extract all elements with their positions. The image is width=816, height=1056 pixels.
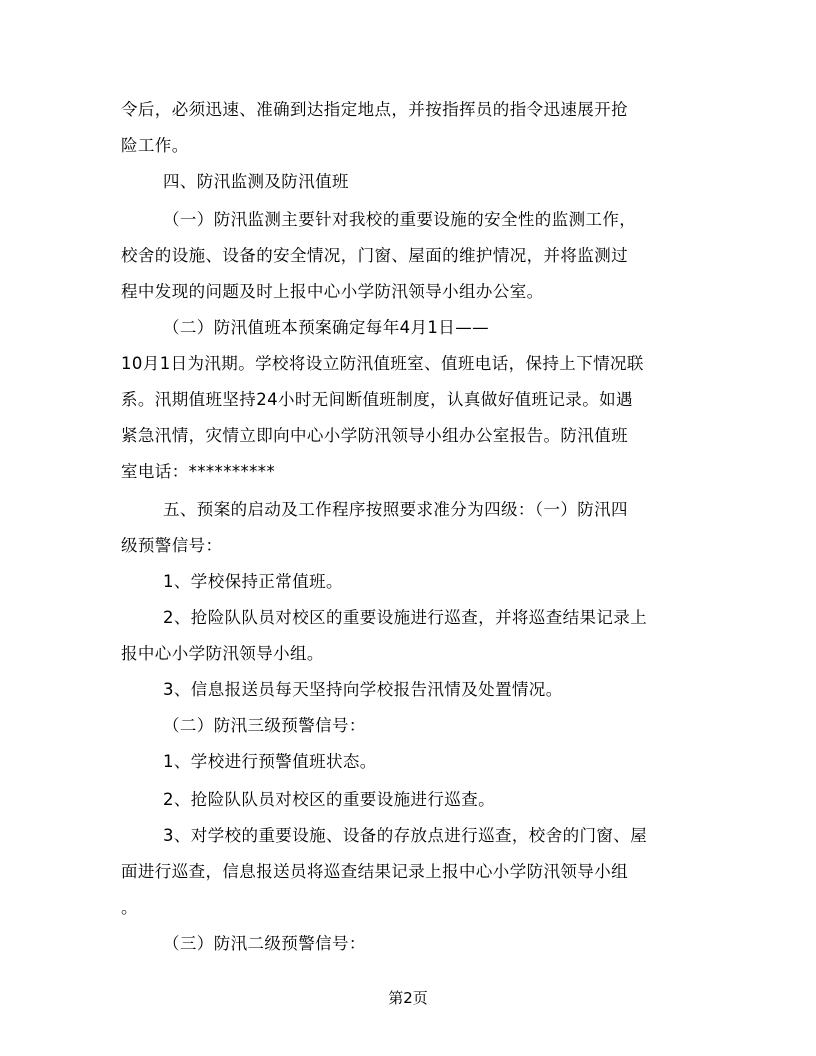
list-item: 3、对学校的重要设施、设备的存放点进行巡查，校舍的门窗、屋: [163, 826, 648, 845]
list-item: 3、信息报送员每天坚持向学校报告汛情及处置情况。: [163, 680, 563, 699]
text-line: 险工作。: [121, 136, 189, 155]
page-number: 第2页: [388, 989, 428, 1007]
text-line: （二）防汛值班本预案确定每年4月1日——: [163, 318, 489, 337]
section-heading: 四、防汛监测及防汛值班: [163, 172, 349, 191]
section-heading: 五、预案的启动及工作程序按照要求准分为四级：（一）防汛四: [163, 500, 628, 519]
sub-heading: （三）防汛二级预警信号：: [163, 934, 366, 953]
text-line: 令后，必须迅速、准确到达指定地点，并按指挥员的指令迅速展开抢: [121, 100, 628, 119]
text-line: 10月1日为汛期。学校将设立防汛值班室、值班电话，保持上下情况联: [121, 354, 644, 373]
sub-heading: （二）防汛三级预警信号：: [163, 716, 366, 735]
text-line: 级预警信号：: [121, 536, 223, 555]
text-line: 系。汛期值班坚持24小时无间断值班制度，认真做好值班记录。如遇: [121, 390, 633, 409]
text-line: 面进行巡查，信息报送员将巡查结果记录上报中心小学防汛领导小组: [121, 862, 628, 881]
text-line: （一）防汛监测主要针对我校的重要设施的安全性的监测工作，: [163, 210, 637, 229]
text-line: 。: [121, 898, 138, 917]
text-line: 报中心小学防汛领导小组。: [121, 644, 324, 663]
list-item: 1、学校保持正常值班。: [163, 572, 343, 591]
text-line: 校舍的设施、设备的安全情况，门窗、屋面的维护情况，并将监测过: [121, 246, 628, 265]
phone-line: 室电话：**********: [121, 462, 276, 481]
list-item: 2、抢险队队员对校区的重要设施进行巡查。: [163, 790, 495, 809]
text-line: 程中发现的问题及时上报中心小学防汛领导小组办公室。: [121, 282, 544, 301]
list-item: 2、抢险队队员对校区的重要设施进行巡查，并将巡查结果记录上: [163, 608, 648, 627]
text-line: 紧急汛情，灾情立即向中心小学防汛领导小组办公室报告。防汛值班: [121, 426, 628, 445]
list-item: 1、学校进行预警值班状态。: [163, 752, 377, 771]
